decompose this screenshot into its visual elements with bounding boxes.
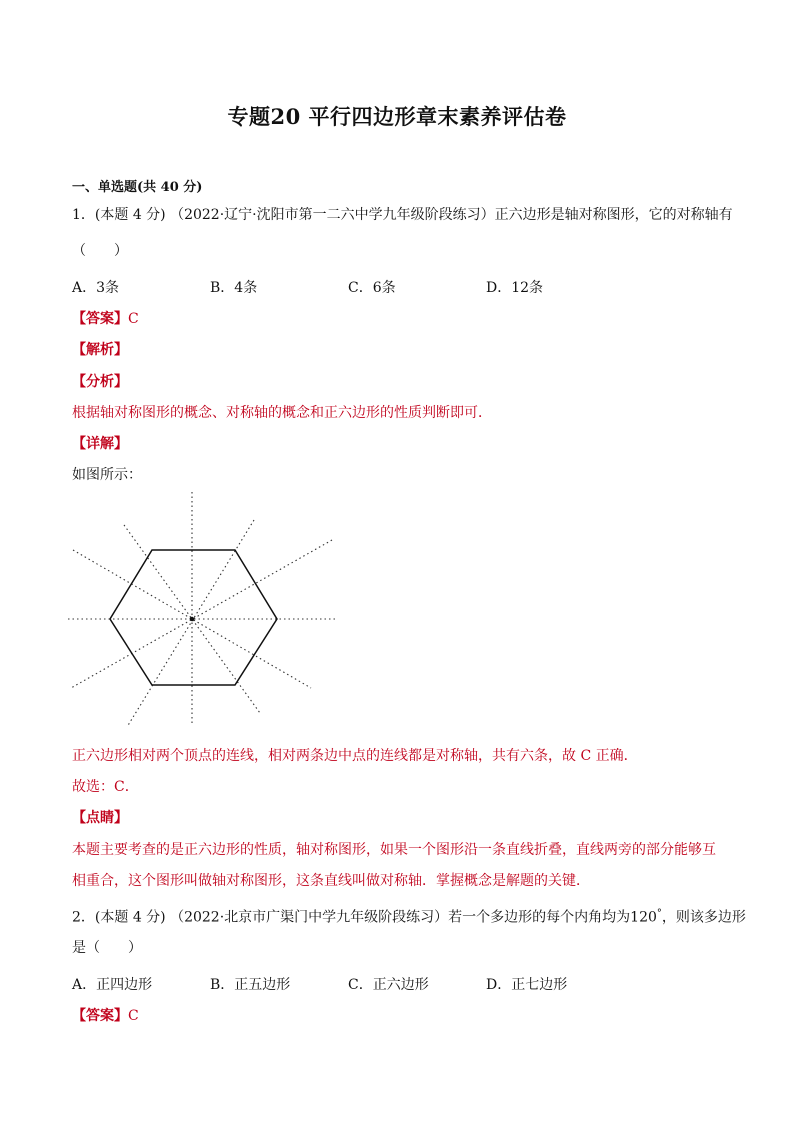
q1-stem-line1: 1．(本题 4 分) （2022·辽宁·沈阳市第一二六中学九年级阶段练习）正六边形是轴对称图形，它的对称轴有	[72, 207, 733, 223]
q1-fenxi-label: 【分析】	[72, 374, 128, 390]
q2-stem-part-b: ，则该多边形	[661, 909, 746, 926]
q2-option-c: C．正六边形	[348, 977, 429, 993]
section-heading: 一、单选题(共 40 分)	[72, 180, 203, 195]
q2-angle-value: 120	[630, 909, 657, 926]
q1-rutu-text: 如图所示：	[72, 467, 142, 483]
q1-dianjing-line2: 相重合，这个图形叫做轴对称图形，这条直线叫做对称轴．掌握概念是解题的关键．	[72, 873, 590, 889]
q2-stem-line1	[72, 904, 746, 928]
q1-option-b: B．4条	[210, 280, 258, 296]
q1-option-d: D．12条	[486, 280, 544, 296]
q1-after-figure: 正六边形相对两个顶点的连线，相对两条边中点的连线都是对称轴，共有六条，故 C 正确．	[72, 748, 638, 764]
q1-dianjing-line1: 本题主要考查的是正六边形的性质，轴对称图形，如果一个图形沿一条直线折叠，直线两旁的部分能够互	[72, 842, 716, 858]
q1-stem-line2: （ ）	[72, 243, 128, 259]
q1-fenxi-text: 根据轴对称图形的概念、对称轴的概念和正六边形的性质判断即可．	[72, 405, 492, 421]
q2-option-b: B．正五边形	[210, 977, 291, 993]
q1-xiangjie-label: 【详解】	[72, 436, 128, 452]
q2-option-a: A．正四边形	[72, 977, 153, 993]
q1-option-c: C．6条	[348, 280, 396, 296]
answer-label: 【答案】	[72, 1008, 128, 1024]
center-point	[190, 617, 194, 621]
q1-answer	[72, 309, 139, 329]
hexagon-symmetry-figure	[68, 490, 343, 735]
q1-dianjing-label: 【点睛】	[72, 810, 128, 826]
symmetry-axes	[68, 492, 336, 727]
page-title: 专题20 平行四边形章末素养评估卷	[227, 104, 567, 129]
q2-option-d: D．正七边形	[486, 977, 568, 993]
q1-jiexi-label: 【解析】	[72, 342, 128, 358]
q1-guxuan: 故选：C．	[72, 779, 139, 795]
axis-diagonal-4	[71, 540, 332, 688]
q1-option-a: A．3条	[72, 280, 120, 296]
answer-value: C	[128, 311, 139, 327]
q2-stem-part-a: 2．(本题 4 分) （2022·北京市广渠门中学九年级阶段练习）若一个多边形的每个内角均为	[72, 909, 631, 926]
answer-label: 【答案】	[72, 311, 128, 327]
q2-stem-line2: 是（ ）	[72, 940, 142, 956]
answer-value: C	[128, 1008, 139, 1024]
degree-symbol: °	[656, 908, 662, 919]
q2-answer	[72, 1006, 139, 1026]
